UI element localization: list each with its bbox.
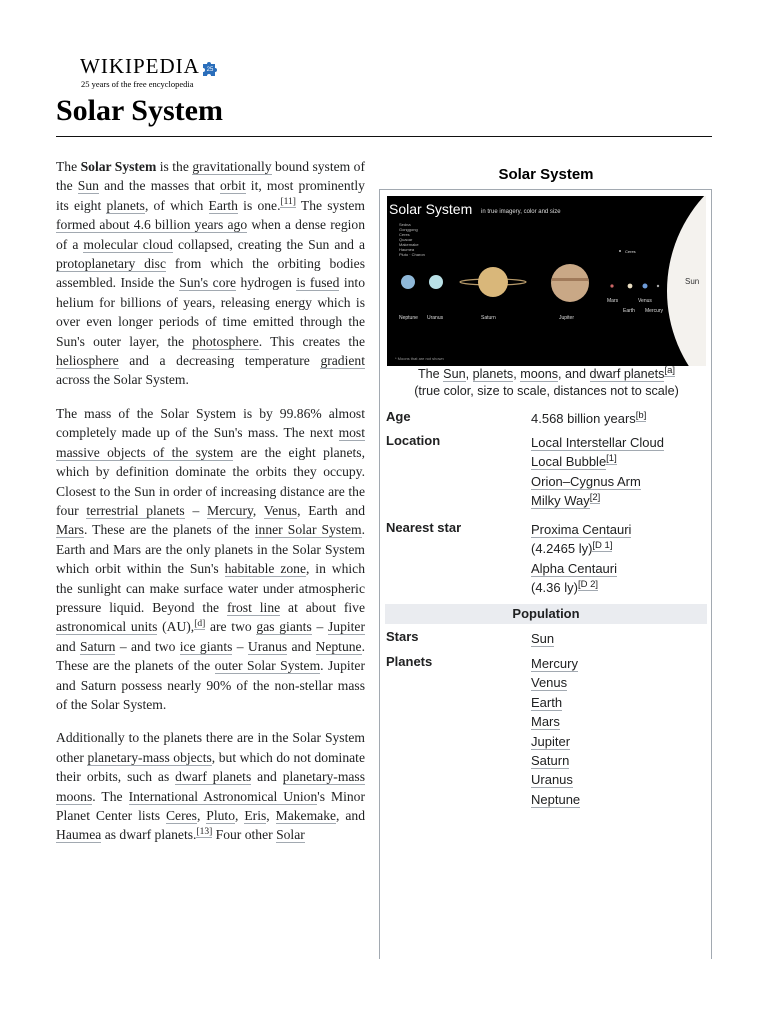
label-uranus: Uranus xyxy=(427,315,444,321)
svg-text:Gonggong: Gonggong xyxy=(399,227,418,232)
link-alpha-centauri[interactable]: Alpha Centauri xyxy=(531,560,617,576)
planet-link-venus[interactable]: Venus xyxy=(531,675,568,691)
svg-text:Quaoar: Quaoar xyxy=(399,237,413,242)
page-title: Solar System xyxy=(56,94,223,127)
link-haumea[interactable]: Haumea xyxy=(56,827,102,843)
planets-label: Planets xyxy=(386,654,433,669)
link-ice-giants[interactable]: ice giants xyxy=(179,638,233,654)
image-heading: Solar System xyxy=(389,201,473,217)
link-habitable-zone[interactable]: habitable zone xyxy=(224,561,307,577)
citation-11[interactable]: [11] xyxy=(280,197,296,208)
link-terrestrial-planets[interactable]: terrestrial planets xyxy=(86,502,185,518)
citation-d2[interactable]: [D 2] xyxy=(577,578,599,590)
mercury-globe xyxy=(657,285,659,287)
label-jupiter: Jupiter xyxy=(559,315,575,321)
link-proxima-centauri[interactable]: Proxima Centauri xyxy=(531,522,632,537)
age-value: 4.568 billion years xyxy=(531,411,636,426)
caption-link-sun[interactable]: Sun xyxy=(443,367,466,381)
planet-link-mars[interactable]: Mars xyxy=(531,714,560,730)
saturn-globe xyxy=(478,267,508,297)
svg-text:Sedna: Sedna xyxy=(399,222,411,227)
citation-1[interactable]: [1] xyxy=(606,453,617,465)
title-divider xyxy=(56,136,712,137)
link-heliosphere[interactable]: heliosphere xyxy=(56,353,119,369)
neptune-globe xyxy=(401,275,415,289)
wikipedia-wordmark: WIKIPEDIA xyxy=(80,54,200,78)
location-label: Location xyxy=(386,433,441,448)
svg-text:Makemake: Makemake xyxy=(399,242,419,247)
citation-d[interactable]: [d] xyxy=(194,618,206,629)
link-stars-sun[interactable]: Sun xyxy=(531,631,555,646)
image-caption: The Sun, planets, moons, and dwarf planets[a] (true color, size to scale, distances not to scale) xyxy=(414,364,679,398)
link-eris[interactable]: Eris xyxy=(244,808,267,823)
article-body xyxy=(56,157,365,859)
alpha-distance: (4.36 ly) xyxy=(531,580,578,596)
age-label: Age xyxy=(386,409,411,424)
paragraph-3: Additionally to the planets there are in the Solar System other planetary-mass objects, but which do not dominate their orbits, such as dwarf planets and planetary-mass moons. The International Astronomical Union's Minor Planet Center lists Ceres, Pluto, Eris, Makemake, and Haumea as dwarf planets.[13] Four other Solar xyxy=(56,730,366,843)
label-neptune: Neptune xyxy=(399,315,418,321)
svg-text:Pluto · Charon: Pluto · Charon xyxy=(399,252,425,257)
bold-term: Solar System xyxy=(80,159,157,174)
link-is-fused[interactable]: is fused xyxy=(296,275,340,291)
image-subheading: in true imagery, color and size xyxy=(481,209,561,215)
badge-text: 25 xyxy=(206,66,214,73)
planet-link-jupiter[interactable]: Jupiter xyxy=(531,733,571,749)
infobox xyxy=(379,189,712,959)
link-formation[interactable]: formed about 4.6 billion years ago xyxy=(56,217,248,233)
label-ceres: Ceres xyxy=(625,249,636,254)
solar-system-illustration xyxy=(387,196,706,366)
proxima-distance: (4.2465 ly) xyxy=(531,541,593,557)
link-uranus[interactable]: Uranus xyxy=(247,638,288,654)
planet-link-neptune[interactable]: Neptune xyxy=(531,791,581,807)
paragraph-1: The Solar System is the gravitationally bound system of the Sun and the masses that orbit it, most prominently its eight planets, of which Earth is one.[11] The system formed about 4.6 billion years ago when a dense region of a molecular cloud collapsed, creating the Sun and a protoplanetary disc from which the orbiting bodies assembled. Inside the Sun's core hydrogen is fused into helium for billions of years, releasing energy which is over even longer periods of time emitted through the Sun's outer layer, the photosphere. This creates the heliosphere and a decreasing temperature gradient across the Solar System. xyxy=(56,159,366,388)
link-earth[interactable]: Earth xyxy=(208,197,238,213)
caption-link-planets[interactable]: planets xyxy=(472,367,514,381)
label-saturn: Saturn xyxy=(481,315,496,321)
paragraph-2: The mass of the Solar System is by 99.86% almost completely made up of the Sun's mass. The next most massive objects of the system are the eight planets, which by definition dominate the orbits they occupy. Closest to the Sun in order of increasing distance are the four terrestrial planets – Mercury, Venus, Earth and Mars. These are the planets of the inner Solar System. Earth and Mars are the only planets in the Solar System which orbit within the Sun's habitable zone, in which the sunlight can make surface water under atmospheric pressure liquid. Beyond the frost line at about five astronomical units (AU),[d] are two gas giants – Jupiter and Saturn – and two ice giants – Uranus and Neptune. These are the planets of the outer Solar System. Jupiter and Saturn possess nearly 90% of the non-stellar mass of the Solar System. xyxy=(56,405,366,712)
link-outer-solar-system[interactable]: outer Solar System xyxy=(214,658,321,674)
link-orbit[interactable]: orbit xyxy=(219,178,246,194)
population-header: Population xyxy=(385,604,707,624)
link-orion-cygnus-arm[interactable]: Orion–Cygnus Arm xyxy=(531,473,641,489)
venus-globe xyxy=(628,284,633,289)
wikipedia-logo[interactable] xyxy=(80,54,219,79)
link-massive-objects[interactable]: most massive objects of the system xyxy=(56,425,365,460)
uranus-globe xyxy=(429,275,443,289)
planet-link-saturn[interactable]: Saturn xyxy=(531,753,570,769)
solar-system-image[interactable] xyxy=(387,196,706,366)
link-neptune[interactable]: Neptune xyxy=(315,638,362,654)
citation-2[interactable]: [2] xyxy=(589,491,601,503)
link-gravitationally[interactable]: gravitationally xyxy=(192,159,272,174)
image-footnote: * Moons that are not shown xyxy=(395,356,444,361)
ceres-dot xyxy=(619,250,621,252)
link-planetary-mass-objects[interactable]: planetary-mass objects xyxy=(87,749,212,765)
link-gradient[interactable]: gradient xyxy=(320,353,365,369)
link-makemake[interactable]: Makemake xyxy=(275,808,337,823)
link-molecular-cloud[interactable]: molecular cloud xyxy=(83,236,173,252)
link-local-interstellar-cloud[interactable]: Local Interstellar Cloud xyxy=(531,435,664,450)
link-milky-way[interactable]: Milky Way xyxy=(531,493,590,509)
planet-link-mercury[interactable]: Mercury xyxy=(531,656,578,671)
tagline: 25 years of the free encyclopedia xyxy=(81,79,194,89)
link-pluto[interactable]: Pluto xyxy=(206,808,236,823)
infobox-title: Solar System xyxy=(498,166,594,183)
link-saturn[interactable]: Saturn xyxy=(79,638,116,654)
link-ceres[interactable]: Ceres xyxy=(165,808,197,823)
link-photosphere[interactable]: photosphere xyxy=(192,333,259,349)
citation-b[interactable]: [b] xyxy=(635,409,647,421)
puzzle-globe-icon xyxy=(201,59,219,77)
link-frost-line[interactable]: frost line xyxy=(226,599,281,615)
citation-a[interactable]: [a] xyxy=(664,364,676,376)
label-earth: Earth xyxy=(623,308,635,314)
link-local-bubble[interactable]: Local Bubble xyxy=(531,454,607,470)
link-dwarf-planets[interactable]: dwarf planets xyxy=(175,769,252,785)
link-protoplanetary-disc[interactable]: protoplanetary disc xyxy=(56,256,167,272)
link-solar[interactable]: Solar xyxy=(276,827,305,843)
citation-d1[interactable]: [D 1] xyxy=(592,540,613,552)
label-mars: Mars xyxy=(607,298,619,304)
link-inner-solar-system[interactable]: inner Solar System xyxy=(254,522,362,538)
link-astronomical-units[interactable]: astronomical units xyxy=(56,619,158,635)
link-planets[interactable]: planets xyxy=(106,197,145,213)
link-mercury[interactable]: Mercury xyxy=(207,502,253,518)
nearest-star-label: Nearest star xyxy=(386,520,462,535)
link-iau[interactable]: International Astronomical Union xyxy=(128,788,318,804)
svg-text:Ceres: Ceres xyxy=(399,232,410,237)
jupiter-globe xyxy=(551,264,589,302)
caption-link-dwarf-planets[interactable]: dwarf planets xyxy=(589,367,665,381)
citation-13[interactable]: [13] xyxy=(196,826,213,837)
link-mars[interactable]: Mars xyxy=(56,522,84,538)
stars-label: Stars xyxy=(386,629,419,644)
link-sun[interactable]: Sun xyxy=(77,178,99,194)
link-planetary-mass-moons[interactable]: planetary-mass moons xyxy=(56,769,366,804)
planet-link-uranus[interactable]: Uranus xyxy=(531,772,573,788)
label-mercury: Mercury xyxy=(645,308,664,314)
caption-line-2: (true color, size to scale, distances not to scale) xyxy=(414,384,679,398)
earth-globe xyxy=(643,284,648,289)
mars-globe xyxy=(610,284,613,287)
link-venus[interactable]: Venus xyxy=(263,502,298,518)
link-gas-giants[interactable]: gas giants xyxy=(256,619,312,635)
caption-link-moons[interactable]: moons xyxy=(520,367,559,381)
link-suns-core[interactable]: Sun's core xyxy=(179,275,237,291)
label-sun: Sun xyxy=(685,277,700,286)
svg-text:Haumea: Haumea xyxy=(399,247,415,252)
site-header xyxy=(80,54,219,89)
planet-link-earth[interactable]: Earth xyxy=(531,694,563,710)
link-jupiter[interactable]: Jupiter xyxy=(327,619,365,635)
label-venus: Venus xyxy=(638,298,652,304)
